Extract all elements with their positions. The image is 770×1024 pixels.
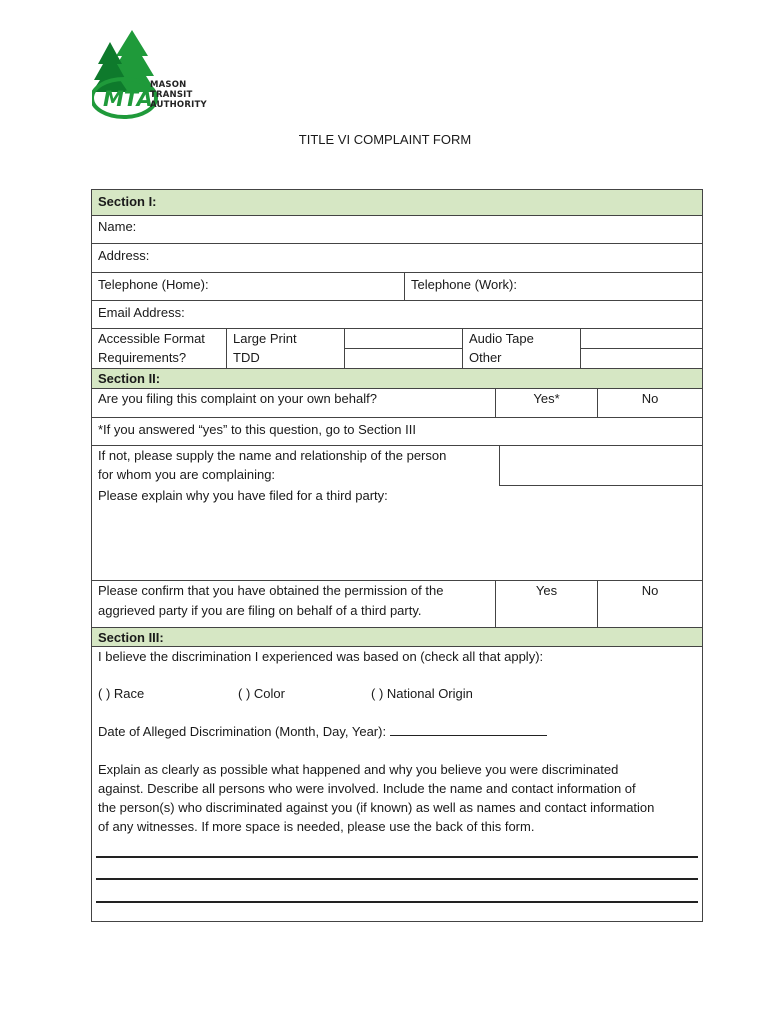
format-checkbox-cell[interactable] [580, 329, 702, 368]
name-label: Name: [98, 219, 137, 234]
third-party-name-field[interactable] [499, 446, 702, 486]
answer-line[interactable] [96, 901, 698, 903]
section-3-header [92, 628, 702, 647]
permission-row [92, 581, 702, 628]
email-label: Email Address: [98, 305, 185, 320]
own-behalf-question-text: Are you filing this complaint on your own behalf? [98, 391, 377, 406]
org-line: AUTHORITY [150, 100, 207, 110]
no-label: No [641, 391, 659, 406]
format-options-cell [462, 329, 580, 368]
third-party-name-label-cell [92, 446, 499, 486]
answer-line[interactable] [96, 856, 698, 858]
own-behalf-no[interactable] [597, 389, 702, 417]
org-line: MASON [150, 80, 187, 90]
date-label-wrap [98, 722, 547, 741]
telephone-home-field[interactable] [92, 273, 404, 300]
yes-label: Yes [535, 583, 558, 598]
no-label: No [641, 583, 659, 598]
telephone-home-label: Telephone (Home): [98, 277, 209, 292]
telephone-work-field[interactable] [404, 273, 702, 300]
own-behalf-row [92, 389, 702, 418]
explain-instructions: of any witnesses. If more space is needed, please use the back of this form. [98, 819, 535, 834]
format-options-cell [226, 329, 344, 368]
answer-line[interactable] [96, 878, 698, 880]
date-label: Date of Alleged Discrimination (Month, Day, Year): [98, 724, 387, 739]
org-line: TRANSIT [150, 90, 193, 100]
audio-tape-label: Audio Tape [469, 331, 534, 346]
telephone-row [92, 273, 702, 301]
third-party-name-label: for whom you are complaining: [98, 467, 276, 482]
permission-no[interactable] [597, 581, 702, 627]
yes-note-row [92, 418, 702, 446]
race-checkbox[interactable]: ( ) Race [98, 686, 145, 701]
address-label: Address: [98, 248, 150, 263]
color-checkbox[interactable]: ( ) Color [238, 686, 285, 701]
large-print-label: Large Print [233, 331, 297, 346]
email-field[interactable] [92, 301, 702, 329]
logo-letters: MTA [103, 87, 153, 111]
explain-instructions: Explain as clearly as possible what happened and why you believe you were discriminated [98, 762, 619, 777]
permission-question [92, 581, 495, 627]
third-party-explain-label: Please explain why you have filed for a third party: [98, 488, 388, 503]
accessible-format-row [92, 329, 702, 369]
national-origin-checkbox[interactable]: ( ) National Origin [371, 686, 473, 701]
third-party-explain-field[interactable] [92, 486, 702, 581]
own-behalf-yes[interactable] [495, 389, 597, 417]
explain-instructions: the person(s) who discriminated against you (if known) as well as names and contact information [98, 800, 655, 815]
name-field[interactable] [92, 216, 702, 244]
complaint-form [91, 189, 703, 922]
yes-note: *If you answered “yes” to this question, go to Section III [98, 422, 416, 437]
format-checkbox-cell[interactable] [344, 329, 462, 368]
telephone-work-label: Telephone (Work): [411, 277, 517, 292]
permission-question-text: aggrieved party if you are filing on behalf of a third party. [98, 603, 422, 618]
yes-label: Yes* [533, 391, 560, 406]
other-label: Other [469, 350, 502, 365]
section-1-header [92, 190, 702, 216]
third-party-name-label: If not, please supply the name and relationship of the person [98, 448, 447, 463]
section-3-label: Section III: [98, 630, 164, 645]
page-title: TITLE VI COMPLAINT FORM [298, 132, 472, 147]
section-3-body [92, 647, 702, 921]
accessible-format-label-cell [92, 329, 226, 368]
own-behalf-question [92, 389, 495, 417]
section-2-header [92, 369, 702, 389]
permission-yes[interactable] [495, 581, 597, 627]
section-2-label: Section II: [98, 371, 161, 386]
basis-question: I believe the discrimination I experienced was based on (check all that apply): [98, 649, 544, 664]
accessible-format-label: Accessible Format [98, 331, 205, 346]
org-name [150, 80, 207, 110]
accessible-format-label: Requirements? [98, 350, 187, 365]
permission-question-text: Please confirm that you have obtained the permission of the [98, 583, 444, 598]
section-1-label: Section I: [98, 194, 157, 209]
third-party-name-row [92, 446, 702, 486]
address-field[interactable] [92, 244, 702, 273]
date-input[interactable] [390, 722, 547, 736]
explain-instructions: against. Describe all persons who were involved. Include the name and contact information of [98, 781, 636, 796]
tdd-label: TDD [233, 350, 260, 365]
